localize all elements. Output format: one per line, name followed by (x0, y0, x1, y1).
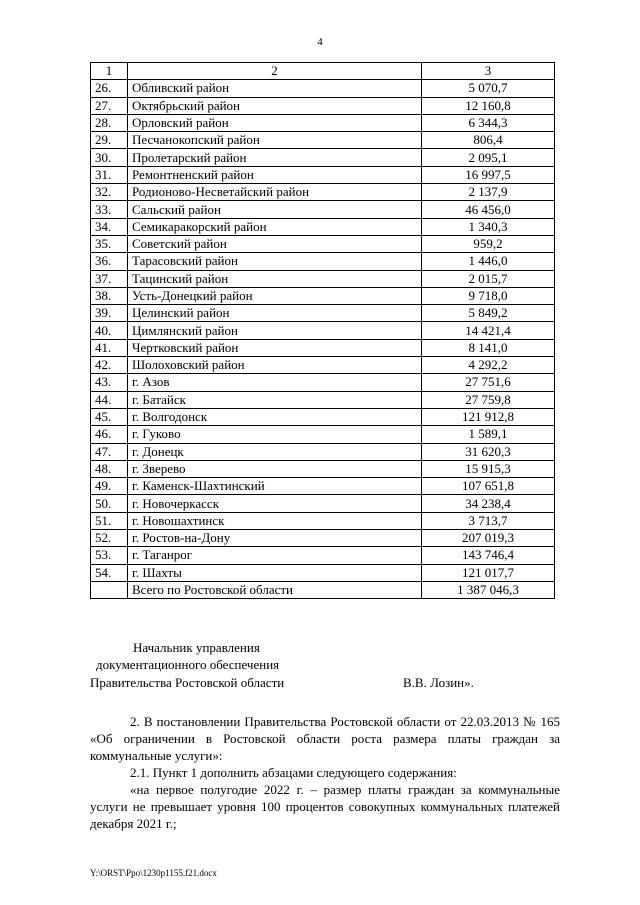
table-row (91, 357, 555, 374)
table-row (91, 218, 555, 235)
district-cell: Родионово-Несветайский район (128, 184, 422, 201)
district-cell: Советский район (128, 235, 422, 252)
table-row (91, 149, 555, 166)
district-cell: Октябрьский район (128, 97, 422, 114)
table-row (91, 339, 555, 356)
value-cell: 8 141,0 (422, 339, 555, 356)
paragraph-2-1: 2.1. Пункт 1 дополнить абзацами следующего содержания: (130, 765, 457, 780)
value-cell: 15 915,3 (422, 460, 555, 477)
value-cell: 16 997,5 (422, 166, 555, 183)
value-cell: 5 070,7 (422, 80, 555, 97)
value-cell: 14 421,4 (422, 322, 555, 339)
data-table (90, 62, 555, 599)
table-row (91, 443, 555, 460)
table-row (91, 495, 555, 512)
district-cell: Сальский район (128, 201, 422, 218)
row-number-cell: 42. (91, 357, 128, 374)
value-cell: 27 759,8 (422, 391, 555, 408)
row-number-cell: 50. (91, 495, 128, 512)
table-row (91, 253, 555, 270)
row-number-cell: 39. (91, 305, 128, 322)
value-cell: 121 912,8 (422, 408, 555, 425)
district-cell: Цимлянский район (128, 322, 422, 339)
table-row (91, 132, 555, 149)
value-cell: 31 620,3 (422, 443, 555, 460)
table-row (91, 322, 555, 339)
row-number-cell: 49. (91, 478, 128, 495)
row-number-cell: 29. (91, 132, 128, 149)
table-total-row (91, 581, 555, 598)
value-cell: 121 017,7 (422, 564, 555, 581)
header-cell: 1 (91, 63, 128, 80)
district-cell: Тацинский район (128, 270, 422, 287)
district-cell: Обливский район (128, 80, 422, 97)
header-cell: 3 (422, 63, 555, 80)
district-cell: Тарасовский район (128, 253, 422, 270)
value-cell: 207 019,3 (422, 530, 555, 547)
header-cell: 2 (128, 63, 422, 80)
row-number-cell: 48. (91, 460, 128, 477)
district-cell: Целинский район (128, 305, 422, 322)
row-number-cell: 34. (91, 218, 128, 235)
row-number-cell: 44. (91, 391, 128, 408)
district-cell: Орловский район (128, 114, 422, 131)
signature-name: В.В. Лозин». (403, 675, 474, 690)
value-cell: 2 015,7 (422, 270, 555, 287)
district-cell: г. Волгодонск (128, 408, 422, 425)
table-row (91, 201, 555, 218)
row-number-cell: 30. (91, 149, 128, 166)
signature-position-line3: Правительства Ростовской области (90, 675, 285, 690)
footer-file-path: Y:\ORST\Ppo\1230p1155.f21.docx (90, 868, 217, 878)
row-number-cell: 33. (91, 201, 128, 218)
value-cell: 806,4 (422, 132, 555, 149)
table-row (91, 512, 555, 529)
table-row (91, 305, 555, 322)
district-cell: г. Таганрог (128, 547, 422, 564)
total-empty-cell (91, 581, 128, 598)
value-cell: 4 292,2 (422, 357, 555, 374)
district-cell: г. Новочеркасск (128, 495, 422, 512)
value-cell: 1 589,1 (422, 426, 555, 443)
district-cell: г. Зверево (128, 460, 422, 477)
table-row (91, 184, 555, 201)
value-cell: 2 095,1 (422, 149, 555, 166)
value-cell: 3 713,7 (422, 512, 555, 529)
table-row (91, 408, 555, 425)
total-label-cell: Всего по Ростовской области (128, 581, 422, 598)
table-row (91, 374, 555, 391)
value-cell: 143 746,4 (422, 547, 555, 564)
district-cell: Ремонтненский район (128, 166, 422, 183)
row-number-cell: 38. (91, 287, 128, 304)
value-cell: 46 456,0 (422, 201, 555, 218)
value-cell: 9 718,0 (422, 287, 555, 304)
row-number-cell: 37. (91, 270, 128, 287)
row-number-cell: 52. (91, 530, 128, 547)
table-row (91, 391, 555, 408)
row-number-cell: 43. (91, 374, 128, 391)
district-cell: Шолоховский район (128, 357, 422, 374)
value-cell: 107 651,8 (422, 478, 555, 495)
district-cell: Семикаракорский район (128, 218, 422, 235)
district-cell: г. Каменск-Шахтинский (128, 478, 422, 495)
district-cell: Чертковский район (128, 339, 422, 356)
district-cell: г. Ростов-на-Дону (128, 530, 422, 547)
value-cell: 1 340,3 (422, 218, 555, 235)
value-cell: 6 344,3 (422, 114, 555, 131)
row-number-cell: 35. (91, 235, 128, 252)
row-number-cell: 27. (91, 97, 128, 114)
value-cell: 34 238,4 (422, 495, 555, 512)
value-cell: 959,2 (422, 235, 555, 252)
table-row (91, 114, 555, 131)
table-row (91, 530, 555, 547)
row-number-cell: 28. (91, 114, 128, 131)
table-row (91, 97, 555, 114)
row-number-cell: 45. (91, 408, 128, 425)
table-row (91, 547, 555, 564)
table-row (91, 426, 555, 443)
page-number: 4 (317, 36, 323, 48)
row-number-cell: 31. (91, 166, 128, 183)
value-cell: 1 446,0 (422, 253, 555, 270)
table-row (91, 270, 555, 287)
table-row (91, 287, 555, 304)
row-number-cell: 53. (91, 547, 128, 564)
row-number-cell: 26. (91, 80, 128, 97)
table-row (91, 166, 555, 183)
district-cell: г. Шахты (128, 564, 422, 581)
value-cell: 12 160,8 (422, 97, 555, 114)
district-cell: Пролетарский район (128, 149, 422, 166)
signature-position-line1: Начальник управления (133, 640, 260, 655)
total-value-cell: 1 387 046,3 (422, 581, 555, 598)
signature-position-line2: документационного обеспечения (96, 657, 280, 672)
paragraph-quote: «на первое полугодие 2022 г. – размер платы граждан за коммунальные услуги не превышает уровня 100 процентов совокупных коммунальных платежей декабря 2021 г.; (90, 782, 560, 831)
row-number-cell: 40. (91, 322, 128, 339)
table-row (91, 460, 555, 477)
row-number-cell: 46. (91, 426, 128, 443)
district-cell: г. Гуково (128, 426, 422, 443)
value-cell: 5 849,2 (422, 305, 555, 322)
table-row (91, 564, 555, 581)
district-cell: г. Новошахтинск (128, 512, 422, 529)
row-number-cell: 54. (91, 564, 128, 581)
row-number-cell: 47. (91, 443, 128, 460)
district-cell: г. Азов (128, 374, 422, 391)
row-number-cell: 51. (91, 512, 128, 529)
table-header-row (91, 63, 555, 80)
value-cell: 27 751,6 (422, 374, 555, 391)
district-cell: г. Донецк (128, 443, 422, 460)
table-row (91, 80, 555, 97)
row-number-cell: 36. (91, 253, 128, 270)
value-cell: 2 137,9 (422, 184, 555, 201)
district-cell: Усть-Донецкий район (128, 287, 422, 304)
district-cell: г. Батайск (128, 391, 422, 408)
row-number-cell: 32. (91, 184, 128, 201)
row-number-cell: 41. (91, 339, 128, 356)
district-cell: Песчанокопский район (128, 132, 422, 149)
table-row (91, 235, 555, 252)
table-row (91, 478, 555, 495)
paragraph-2: 2. В постановлении Правительства Ростовской области от 22.03.2013 № 165 «Об ограничении в Ростовской области роста размера платы граждан за коммунальные услуги»: (90, 714, 560, 763)
